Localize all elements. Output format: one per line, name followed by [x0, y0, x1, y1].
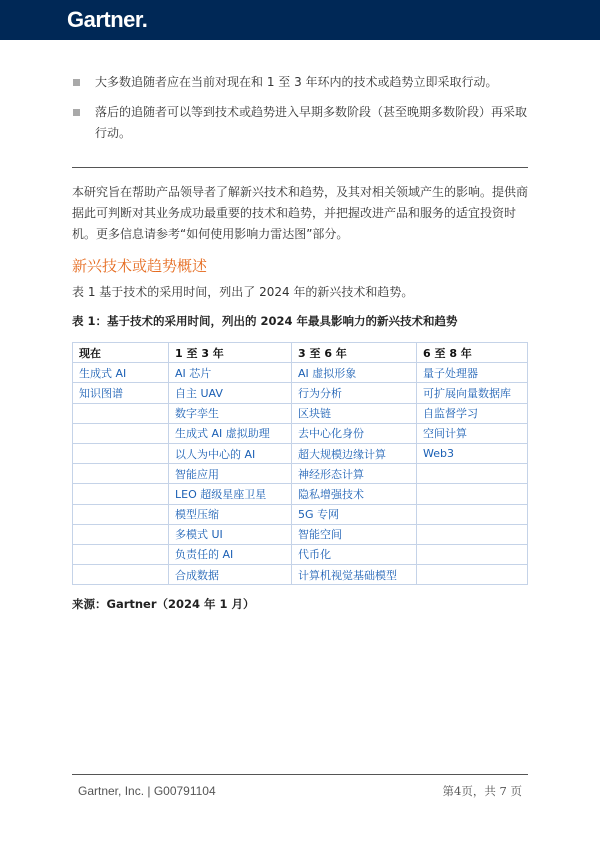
column-header-1-3-years: 1 至 3 年	[169, 343, 292, 363]
table-cell: 超大规模边缘计算	[292, 443, 417, 463]
table-cell: 多模式 UI	[169, 524, 292, 544]
table-cell: 负责任的 AI	[169, 544, 292, 564]
table-cell: 模型压缩	[169, 504, 292, 524]
section-heading: 新兴技术或趋势概述	[72, 257, 208, 275]
table-row	[73, 565, 528, 585]
table-lead-paragraph: 表 1 基于技术的采用时间，列出了 2024 年的新兴技术和趋势。	[72, 285, 414, 299]
table-row	[73, 363, 528, 383]
table-body	[73, 363, 528, 585]
table-cell	[417, 464, 528, 484]
table-cell: 去中心化身份	[292, 423, 417, 443]
table-cell: 以人为中心的 AI	[169, 443, 292, 463]
table-cell: 神经形态计算	[292, 464, 417, 484]
table-cell: 生成式 AI	[73, 363, 169, 383]
footer-page-number: 第4页，共 7 页	[442, 784, 522, 798]
bullet-item	[73, 72, 533, 93]
square-bullet-icon	[73, 109, 80, 116]
table-cell: 智能应用	[169, 464, 292, 484]
table-row	[73, 504, 528, 524]
column-header-6-8-years: 6 至 8 年	[417, 343, 528, 363]
table-cell: 区块链	[292, 403, 417, 423]
table-cell	[417, 504, 528, 524]
logo-text: Gartner	[67, 7, 142, 32]
table-row	[73, 544, 528, 564]
page-header-bar	[0, 0, 600, 40]
table-cell: 可扩展向量数据库	[417, 383, 528, 403]
table-cell: 数字孪生	[169, 403, 292, 423]
table-cell	[73, 504, 169, 524]
table-row	[73, 524, 528, 544]
table-cell: 自主 UAV	[169, 383, 292, 403]
table-row	[73, 484, 528, 504]
table-cell	[73, 423, 169, 443]
square-bullet-icon	[73, 79, 80, 86]
table-cell	[73, 544, 169, 564]
table-cell: AI 虚拟形象	[292, 363, 417, 383]
table-cell	[73, 565, 169, 585]
table-cell: 量子处理器	[417, 363, 528, 383]
table-cell	[73, 524, 169, 544]
table-cell: 行为分析	[292, 383, 417, 403]
table-cell	[73, 484, 169, 504]
gartner-logo	[67, 7, 147, 33]
bullet-text: 落后的追随者可以等到技术或趋势进入早期多数阶段（甚至晚期多数阶段）再采取行动。	[95, 105, 528, 140]
column-header-now: 现在	[73, 343, 169, 363]
table-cell: 生成式 AI 虚拟助理	[169, 423, 292, 443]
technology-table	[72, 342, 528, 585]
divider-bottom	[72, 774, 528, 775]
table-cell	[417, 544, 528, 564]
table-header-row	[73, 343, 528, 363]
logo-dot: .	[141, 7, 148, 32]
table-row	[73, 423, 528, 443]
table-cell	[417, 524, 528, 544]
table-row	[73, 464, 528, 484]
table-row	[73, 383, 528, 403]
footer-document-id: Gartner, Inc. | G00791104	[78, 784, 216, 798]
table-cell: 知识图谱	[73, 383, 169, 403]
bullet-list	[73, 72, 533, 153]
table-cell: 计算机视觉基础模型	[292, 565, 417, 585]
table-row	[73, 403, 528, 423]
table-cell: 空间计算	[417, 423, 528, 443]
intro-paragraph: 本研究旨在帮助产品领导者了解新兴技术和趋势，及其对相关领域产生的影响。提供商据此可判断对其业务成功最重要的技术和趋势，并把握改进产品和服务的适宜投资时机。更多信息请参考“如何使用影响力雷达图”部分。	[72, 185, 529, 241]
table-cell	[73, 403, 169, 423]
table-cell	[417, 484, 528, 504]
table-cell: LEO 超级星座卫星	[169, 484, 292, 504]
divider-top	[72, 167, 528, 168]
table-cell: AI 芯片	[169, 363, 292, 383]
table-cell: Web3	[417, 443, 528, 463]
bullet-item	[73, 102, 533, 144]
column-header-3-6-years: 3 至 6 年	[292, 343, 417, 363]
table-cell: 代币化	[292, 544, 417, 564]
table-cell: 隐私增强技术	[292, 484, 417, 504]
table-cell	[417, 565, 528, 585]
table-cell	[73, 464, 169, 484]
source-note: 来源：Gartner（2024 年 1 月）	[72, 597, 255, 611]
table-cell: 合成数据	[169, 565, 292, 585]
table-row	[73, 443, 528, 463]
table-cell: 5G 专网	[292, 504, 417, 524]
table-cell	[73, 443, 169, 463]
bullet-text: 大多数追随者应在当前对现在和 1 至 3 年环内的技术或趋势立即采取行动。	[95, 75, 498, 89]
table-cell: 自监督学习	[417, 403, 528, 423]
table-title: 表 1：基于技术的采用时间，列出的 2024 年最具影响力的新兴技术和趋势	[72, 314, 458, 328]
table-cell: 智能空间	[292, 524, 417, 544]
